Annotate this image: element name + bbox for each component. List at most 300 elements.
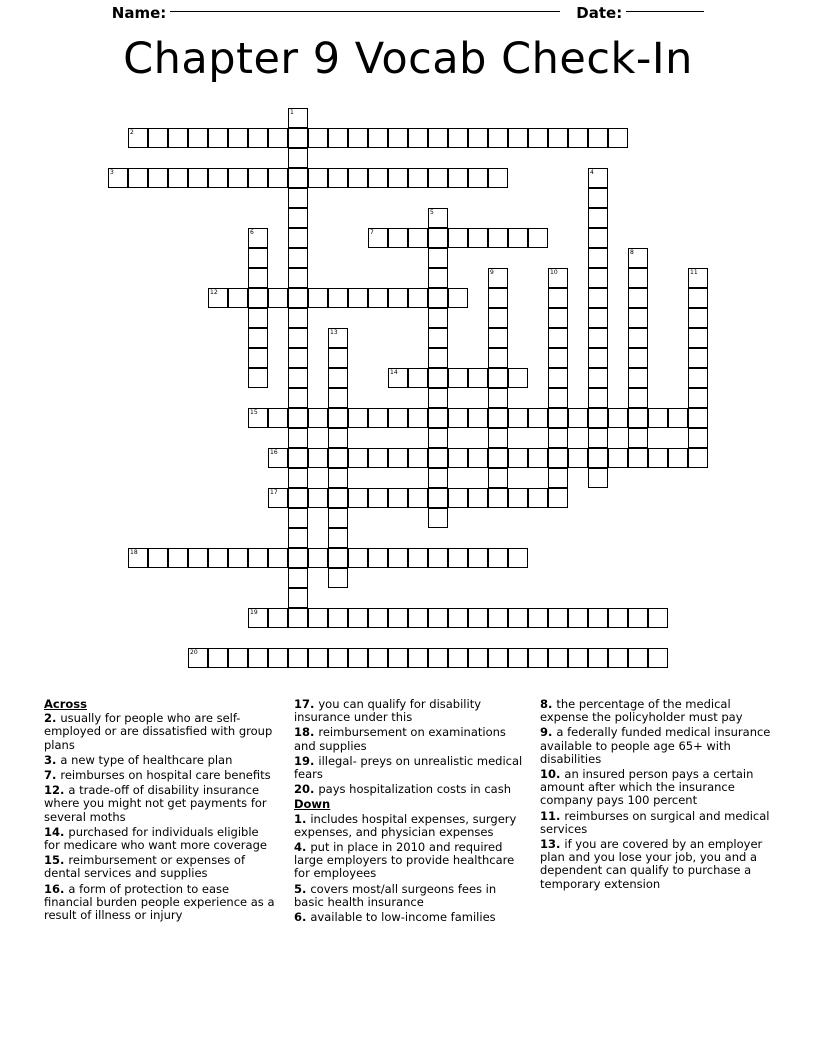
grid-cell[interactable] [448,608,468,628]
grid-cell[interactable] [328,608,348,628]
grid-cell[interactable] [228,648,248,668]
grid-cell[interactable] [628,268,648,288]
grid-cell[interactable] [388,408,408,428]
grid-cell[interactable] [348,448,368,468]
grid-cell[interactable] [268,168,288,188]
grid-cell[interactable] [608,608,628,628]
grid-cell[interactable] [528,648,548,668]
grid-cell[interactable] [528,488,548,508]
grid-cell[interactable] [428,248,448,268]
grid-cell[interactable] [268,128,288,148]
grid-cell[interactable] [208,168,228,188]
grid-cell[interactable] [328,368,348,388]
grid-cell[interactable] [148,128,168,148]
grid-cell[interactable] [328,348,348,368]
grid-cell[interactable] [468,548,488,568]
grid-cell[interactable] [508,228,528,248]
grid-cell[interactable] [308,608,328,628]
grid-cell[interactable] [408,368,428,388]
grid-cell[interactable] [388,608,408,628]
grid-cell[interactable] [328,328,348,348]
grid-cell[interactable] [288,348,308,368]
grid-cell[interactable] [328,288,348,308]
grid-cell[interactable] [548,608,568,628]
grid-cell[interactable] [488,368,508,388]
grid-cell[interactable] [548,428,568,448]
grid-cell[interactable] [488,448,508,468]
grid-cell[interactable] [588,228,608,248]
grid-cell[interactable] [428,348,448,368]
grid-cell[interactable] [388,228,408,248]
grid-cell[interactable] [588,168,608,188]
grid-cell[interactable] [288,448,308,468]
grid-cell[interactable] [288,508,308,528]
grid-cell[interactable] [128,548,148,568]
clue-item [294,813,524,839]
grid-cell[interactable] [548,308,568,328]
grid-cell[interactable] [328,548,348,568]
grid-cell[interactable] [348,288,368,308]
grid-cell[interactable] [548,268,568,288]
grid-cell[interactable] [548,128,568,148]
grid-cell[interactable] [288,548,308,568]
grid-cell[interactable] [108,168,128,188]
grid-cell[interactable] [288,268,308,288]
grid-cell-number: 1 [290,109,294,116]
grid-cell[interactable] [588,328,608,348]
grid-cell[interactable] [548,328,568,348]
grid-cell[interactable] [368,408,388,428]
grid-cell[interactable] [428,608,448,628]
grid-cell[interactable] [568,608,588,628]
grid-cell[interactable] [428,208,448,228]
grid-cell[interactable] [328,428,348,448]
grid-cell[interactable] [448,448,468,468]
grid-cell[interactable] [568,408,588,428]
grid-cell[interactable] [628,608,648,628]
grid-cell[interactable] [268,408,288,428]
grid-cell[interactable] [428,368,448,388]
grid-cell[interactable] [288,368,308,388]
grid-cell[interactable] [388,368,408,388]
grid-cell[interactable] [248,608,268,628]
grid-cell[interactable] [368,488,388,508]
grid-cell[interactable] [688,448,708,468]
grid-cell[interactable] [548,368,568,388]
grid-cell[interactable] [348,168,368,188]
grid-cell[interactable] [488,408,508,428]
grid-cell[interactable] [488,128,508,148]
grid-cell[interactable] [248,308,268,328]
grid-cell[interactable] [408,548,428,568]
grid-cell[interactable] [348,128,368,148]
grid-cell[interactable] [428,328,448,348]
grid-cell[interactable] [368,228,388,248]
grid-cell[interactable] [688,328,708,348]
grid-cell[interactable] [248,368,268,388]
grid-cell[interactable] [428,448,448,468]
name-write-line[interactable] [170,11,560,12]
grid-cell[interactable] [288,468,308,488]
grid-cell[interactable] [468,648,488,668]
grid-cell[interactable] [268,488,288,508]
grid-cell[interactable] [528,408,548,428]
grid-cell[interactable] [488,288,508,308]
grid-cell[interactable] [328,488,348,508]
grid-cell[interactable] [368,128,388,148]
grid-cell[interactable] [588,468,608,488]
grid-cell[interactable] [308,448,328,468]
grid-cell[interactable] [428,428,448,448]
grid-cell[interactable] [568,648,588,668]
grid-cell[interactable] [688,368,708,388]
grid-cell[interactable] [488,468,508,488]
grid-cell[interactable] [508,128,528,148]
grid-cell[interactable] [588,648,608,668]
grid-cell[interactable] [348,408,368,428]
grid-cell[interactable] [288,428,308,448]
grid-cell[interactable] [628,308,648,328]
grid-cell[interactable] [688,428,708,448]
grid-cell[interactable] [288,608,308,628]
grid-cell[interactable] [308,648,328,668]
grid-cell[interactable] [248,288,268,308]
grid-cell[interactable] [628,448,648,468]
grid-cell[interactable] [408,228,428,248]
grid-cell[interactable] [548,388,568,408]
grid-cell[interactable] [388,448,408,468]
grid-cell[interactable] [388,488,408,508]
grid-cell[interactable] [508,548,528,568]
grid-cell[interactable] [448,488,468,508]
grid-cell[interactable] [328,408,348,428]
grid-cell[interactable] [548,488,568,508]
grid-cell[interactable] [308,408,328,428]
grid-cell[interactable] [588,268,608,288]
grid-cell[interactable] [328,448,348,468]
grid-cell[interactable] [528,448,548,468]
grid-cell[interactable] [428,508,448,528]
grid-cell[interactable] [248,248,268,268]
grid-cell[interactable] [328,528,348,548]
grid-cell[interactable] [588,608,608,628]
grid-cell[interactable] [148,548,168,568]
grid-cell[interactable] [288,208,308,228]
grid-cell[interactable] [368,168,388,188]
grid-cell[interactable] [148,168,168,188]
grid-cell[interactable] [628,288,648,308]
grid-cell[interactable] [488,228,508,248]
grid-cell[interactable] [688,268,708,288]
grid-cell[interactable] [288,588,308,608]
grid-cell[interactable] [648,408,668,428]
grid-cell[interactable] [588,448,608,468]
grid-cell[interactable] [688,408,708,428]
grid-cell[interactable] [288,528,308,548]
grid-cell[interactable] [308,128,328,148]
grid-cell[interactable] [488,268,508,288]
grid-cell[interactable] [288,108,308,128]
grid-cell[interactable] [528,228,548,248]
grid-cell[interactable] [468,608,488,628]
grid-cell[interactable] [588,188,608,208]
grid-cell[interactable] [168,548,188,568]
grid-cell[interactable] [628,248,648,268]
grid-cell[interactable] [408,608,428,628]
grid-cell[interactable] [528,128,548,148]
grid-cell[interactable] [488,548,508,568]
grid-cell[interactable] [288,388,308,408]
grid-cell[interactable] [428,128,448,148]
grid-cell[interactable] [688,288,708,308]
grid-cell[interactable] [448,288,468,308]
grid-cell[interactable] [508,488,528,508]
grid-cell[interactable] [328,648,348,668]
grid-cell[interactable] [448,228,468,248]
grid-cell[interactable] [428,548,448,568]
grid-cell[interactable] [408,488,428,508]
grid-cell[interactable] [548,348,568,368]
grid-cell[interactable] [348,648,368,668]
grid-cell[interactable] [448,368,468,388]
grid-cell[interactable] [208,128,228,148]
grid-cell[interactable] [688,388,708,408]
grid-cell[interactable] [388,128,408,148]
grid-cell[interactable] [408,408,428,428]
grid-cell[interactable] [388,168,408,188]
grid-cell[interactable] [288,568,308,588]
grid-cell[interactable] [348,488,368,508]
grid-cell[interactable] [288,488,308,508]
grid-cell[interactable] [588,308,608,328]
grid-cell[interactable] [368,548,388,568]
grid-cell[interactable] [328,128,348,148]
grid-cell[interactable] [208,288,228,308]
grid-cell[interactable] [568,128,588,148]
grid-cell[interactable] [388,648,408,668]
grid-cell[interactable] [428,308,448,328]
grid-cell[interactable] [548,448,568,468]
grid-cell[interactable] [348,548,368,568]
grid-cell[interactable] [628,428,648,448]
grid-cell[interactable] [588,428,608,448]
grid-cell[interactable] [488,608,508,628]
grid-cell[interactable] [188,128,208,148]
grid-cell[interactable] [208,648,228,668]
grid-cell[interactable] [508,648,528,668]
grid-cell[interactable] [448,168,468,188]
grid-cell[interactable] [268,548,288,568]
grid-cell[interactable] [648,448,668,468]
grid-cell[interactable] [688,348,708,368]
grid-cell[interactable] [588,408,608,428]
grid-cell[interactable] [448,408,468,428]
grid-cell[interactable] [128,168,148,188]
grid-cell[interactable] [428,388,448,408]
grid-cell[interactable] [668,448,688,468]
grid-cell[interactable] [348,608,368,628]
grid-cell[interactable] [248,648,268,668]
grid-cell[interactable] [328,508,348,528]
grid-cell[interactable] [428,408,448,428]
grid-cell[interactable] [188,548,208,568]
grid-cell[interactable] [508,448,528,468]
grid-cell[interactable] [488,428,508,448]
grid-cell[interactable] [608,448,628,468]
grid-cell[interactable] [428,268,448,288]
grid-cell[interactable] [248,328,268,348]
clue-number: 15. [44,853,69,868]
grid-cell[interactable] [468,448,488,468]
grid-cell[interactable] [268,448,288,468]
grid-cell[interactable] [288,328,308,348]
grid-cell[interactable] [288,168,308,188]
grid-cell[interactable] [588,368,608,388]
grid-cell[interactable] [508,408,528,428]
grid-cell[interactable] [588,208,608,228]
grid-cell[interactable] [328,468,348,488]
grid-cell[interactable] [228,548,248,568]
grid-cell[interactable] [468,408,488,428]
grid-cell[interactable] [228,288,248,308]
grid-cell[interactable] [588,128,608,148]
grid-cell[interactable] [568,448,588,468]
grid-cell[interactable] [308,168,328,188]
grid-cell[interactable] [388,548,408,568]
grid-cell[interactable] [288,188,308,208]
grid-cell[interactable] [468,488,488,508]
grid-cell[interactable] [248,548,268,568]
grid-cell[interactable] [188,168,208,188]
grid-cell[interactable] [168,168,188,188]
grid-cell[interactable] [608,408,628,428]
grid-cell[interactable] [608,648,628,668]
grid-cell[interactable] [368,608,388,628]
grid-cell[interactable] [548,408,568,428]
grid-cell[interactable] [288,248,308,268]
grid-cell[interactable] [248,168,268,188]
grid-cell[interactable] [288,288,308,308]
grid-cell[interactable] [368,448,388,468]
grid-cell[interactable] [448,648,468,668]
grid-cell[interactable] [688,308,708,328]
grid-cell[interactable] [588,288,608,308]
grid-cell[interactable] [468,368,488,388]
grid-cell[interactable] [288,308,308,328]
grid-cell[interactable] [248,228,268,248]
grid-cell[interactable] [288,408,308,428]
grid-cell[interactable] [408,288,428,308]
grid-cell[interactable] [608,128,628,148]
grid-cell[interactable] [248,128,268,148]
grid-cell[interactable] [488,648,508,668]
grid-cell[interactable] [628,648,648,668]
grid-cell[interactable] [628,388,648,408]
grid-cell[interactable] [628,368,648,388]
grid-cell[interactable] [628,328,648,348]
grid-cell[interactable] [408,448,428,468]
grid-cell[interactable] [588,388,608,408]
grid-cell[interactable] [428,648,448,668]
grid-cell[interactable] [548,648,568,668]
clue-number: 10. [540,767,565,782]
grid-cell[interactable] [648,608,668,628]
grid-cell[interactable] [488,488,508,508]
grid-cell[interactable] [488,308,508,328]
grid-cell[interactable] [588,348,608,368]
crossword-grid[interactable] [108,108,708,688]
grid-cell[interactable] [308,488,328,508]
grid-cell[interactable] [308,548,328,568]
grid-cell[interactable] [268,288,288,308]
grid-cell[interactable] [428,288,448,308]
grid-cell[interactable] [228,168,248,188]
grid-cell[interactable] [668,408,688,428]
grid-cell[interactable] [288,128,308,148]
grid-cell[interactable] [508,608,528,628]
grid-cell[interactable] [548,468,568,488]
grid-cell[interactable] [288,148,308,168]
grid-cell[interactable] [628,408,648,428]
grid-cell[interactable] [408,168,428,188]
grid-cell[interactable] [268,608,288,628]
date-write-line[interactable] [626,11,704,12]
grid-cell[interactable] [388,288,408,308]
grid-cell[interactable] [488,388,508,408]
grid-cell[interactable] [328,168,348,188]
grid-cell[interactable] [428,468,448,488]
grid-cell[interactable] [508,368,528,388]
grid-cell[interactable] [328,388,348,408]
grid-cell[interactable] [368,648,388,668]
grid-cell[interactable] [288,648,308,668]
grid-cell[interactable] [468,228,488,248]
grid-cell[interactable] [228,128,248,148]
grid-cell[interactable] [548,288,568,308]
grid-cell[interactable] [288,228,308,248]
grid-cell[interactable] [448,128,468,148]
grid-cell[interactable] [428,228,448,248]
clue-item [294,726,524,752]
grid-cell[interactable] [648,648,668,668]
grid-cell[interactable] [248,348,268,368]
grid-cell[interactable] [408,648,428,668]
grid-cell[interactable] [428,168,448,188]
grid-cell[interactable] [208,548,228,568]
grid-cell[interactable] [268,648,288,668]
grid-cell[interactable] [248,268,268,288]
grid-cell[interactable] [188,648,208,668]
grid-cell[interactable] [128,128,148,148]
grid-cell[interactable] [628,348,648,368]
grid-cell[interactable] [468,128,488,148]
grid-cell[interactable] [308,288,328,308]
grid-cell[interactable] [408,128,428,148]
grid-cell[interactable] [488,168,508,188]
grid-cell[interactable] [588,248,608,268]
grid-cell[interactable] [368,288,388,308]
grid-cell[interactable] [528,608,548,628]
grid-cell[interactable] [168,128,188,148]
clue-number: 20. [293,782,319,797]
grid-cell[interactable] [428,488,448,508]
grid-cell[interactable] [488,348,508,368]
grid-cell[interactable] [488,328,508,348]
grid-cell[interactable] [468,168,488,188]
grid-cell[interactable] [248,408,268,428]
grid-cell[interactable] [328,568,348,588]
grid-cell[interactable] [448,548,468,568]
